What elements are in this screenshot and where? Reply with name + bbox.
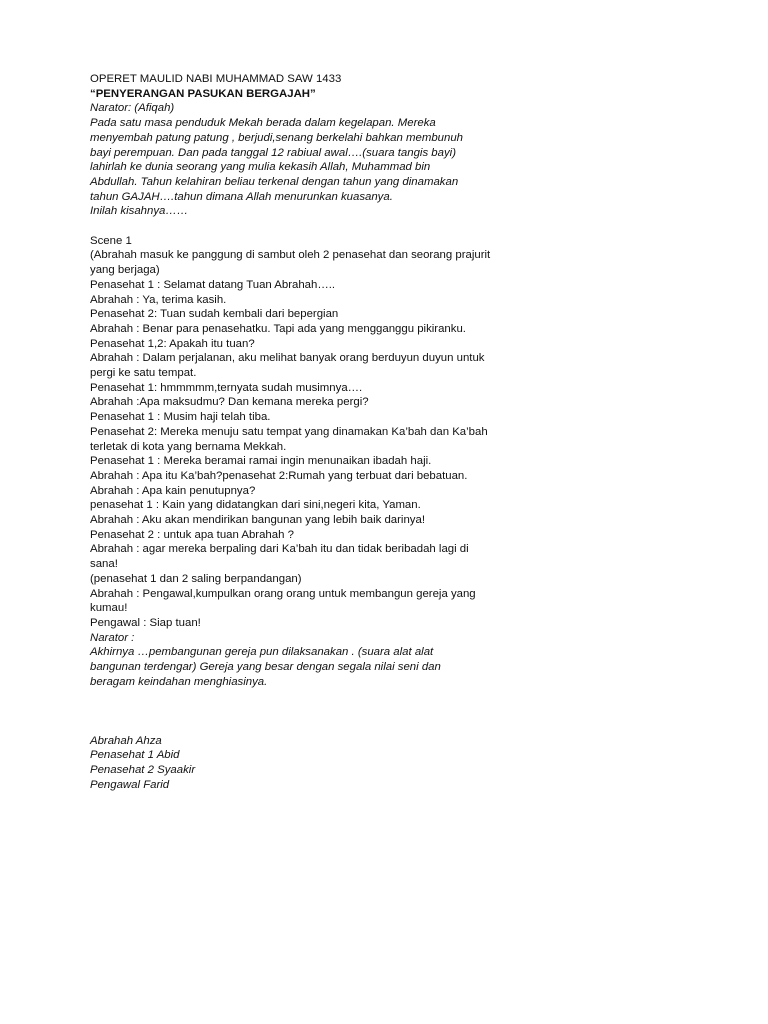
dialogue-line: Abrahah : Apa kain penutupnya?: [90, 484, 256, 497]
narrator-label: Narator :: [90, 631, 135, 644]
closing-line: Akhirnya …pembangunan gereja pun dilaksanakan . (suara alat alat: [90, 646, 434, 659]
intro-line: tahun GAJAH….tahun dimana Allah menurunkan kuasanya.: [90, 190, 393, 203]
cast-item: Abrahah Ahza: [90, 734, 162, 747]
intro-line: menyembah patung patung , berjudi,senang berkelahi bahkan membunuh: [90, 131, 463, 144]
cast-item: Penasehat 2 Syaakir: [90, 763, 196, 776]
closing-line: bangunan terdengar) Gereja yang besar dengan segala nilai seni dan: [90, 661, 441, 674]
narrator-heading: Narator: (Afiqah): [90, 102, 175, 115]
dialogue-line: Penasehat 2: Tuan sudah kembali dari bepergian: [90, 308, 339, 321]
cast-list: [90, 734, 550, 793]
spacer: [90, 690, 550, 734]
dialogue-line: Penasehat 1 : Musim haji telah tiba.: [90, 411, 271, 424]
document-page: [90, 72, 550, 792]
scene-title: Scene 1: [90, 234, 132, 247]
spacer: [90, 219, 550, 234]
dialogue-line: sana!: [90, 558, 118, 571]
dialogue-line: Penasehat 1,2: Apakah itu tuan?: [90, 337, 255, 350]
dialogue-line: pergi ke satu tempat.: [90, 367, 197, 380]
dialogue-line: (Abrahah masuk ke panggung di sambut oleh 2 penasehat dan seorang prajurit: [90, 249, 491, 262]
dialogue-line: Abrahah : Aku akan mendirikan bangunan yang lebih baik darinya!: [90, 514, 425, 527]
closing-line: beragam keindahan menghiasinya.: [90, 675, 268, 688]
document-title: OPERET MAULID NABI MUHAMMAD SAW 1433: [90, 73, 342, 85]
dialogue-line: Pengawal : Siap tuan!: [90, 617, 201, 629]
dialogue-line: Abrahah : agar mereka berpaling dari Ka’bah itu dan tidak beribadah lagi di: [90, 543, 469, 556]
intro-line: Abdullah. Tahun kelahiran beliau terkenal dengan tahun yang dinamakan: [90, 175, 459, 188]
dialogue-line: terletak di kota yang bernama Mekkah.: [90, 440, 287, 453]
dialogue-line: Penasehat 1: hmmmmm,ternyata sudah musimnya….: [90, 381, 363, 394]
dialogue-line: yang berjaga): [90, 264, 160, 277]
document-subtitle: “PENYERANGAN PASUKAN BERGAJAH”: [90, 87, 316, 100]
intro-line: Pada satu masa penduduk Mekah berada dalam kegelapan. Mereka: [90, 117, 436, 130]
dialogue-line: Penasehat 1 : Selamat datang Tuan Abrahah…..: [90, 278, 336, 291]
intro-line: Inilah kisahnya……: [90, 205, 189, 218]
dialogue-line: Penasehat 2: Mereka menuju satu tempat yang dinamakan Ka’bah dan Ka’bah: [90, 425, 488, 438]
dialogue-line: (penasehat 1 dan 2 saling berpandangan): [90, 572, 302, 585]
scene-dialogue: [90, 248, 550, 630]
dialogue-line: Penasehat 1 : Mereka beramai ramai ingin menunaikan ibadah haji.: [90, 455, 432, 468]
cast-item: Penasehat 1 Abid: [90, 749, 180, 762]
dialogue-line: Abrahah : Pengawal,kumpulkan orang orang untuk membangun gereja yang: [90, 587, 476, 600]
intro-line: lahirlah ke dunia seorang yang mulia kekasih Allah, Muhammad bin: [90, 161, 431, 174]
dialogue-line: Penasehat 2 : untuk apa tuan Abrahah ?: [90, 528, 294, 541]
intro-paragraph: [90, 116, 550, 219]
dialogue-line: Abrahah : Ya, terima kasih.: [90, 293, 227, 306]
closing-paragraph: [90, 645, 550, 689]
cast-item: Pengawal Farid: [90, 778, 170, 791]
dialogue-line: penasehat 1 : Kain yang didatangkan dari sini,negeri kita, Yaman.: [90, 499, 421, 512]
dialogue-line: Abrahah : Benar para penasehatku. Tapi ada yang mengganggu pikiranku.: [90, 322, 466, 335]
dialogue-line: kumau!: [90, 602, 128, 615]
dialogue-line: Abrahah : Apa itu Ka’bah?penasehat 2:Rumah yang terbuat dari bebatuan.: [90, 469, 468, 482]
intro-line: bayi perempuan. Dan pada tanggal 12 rabiual awal….(suara tangis bayi): [90, 146, 456, 159]
dialogue-line: Abrahah :Apa maksudmu? Dan kemana mereka pergi?: [90, 396, 369, 409]
dialogue-line: Abrahah : Dalam perjalanan, aku melihat banyak orang berduyun duyun untuk: [90, 352, 485, 365]
